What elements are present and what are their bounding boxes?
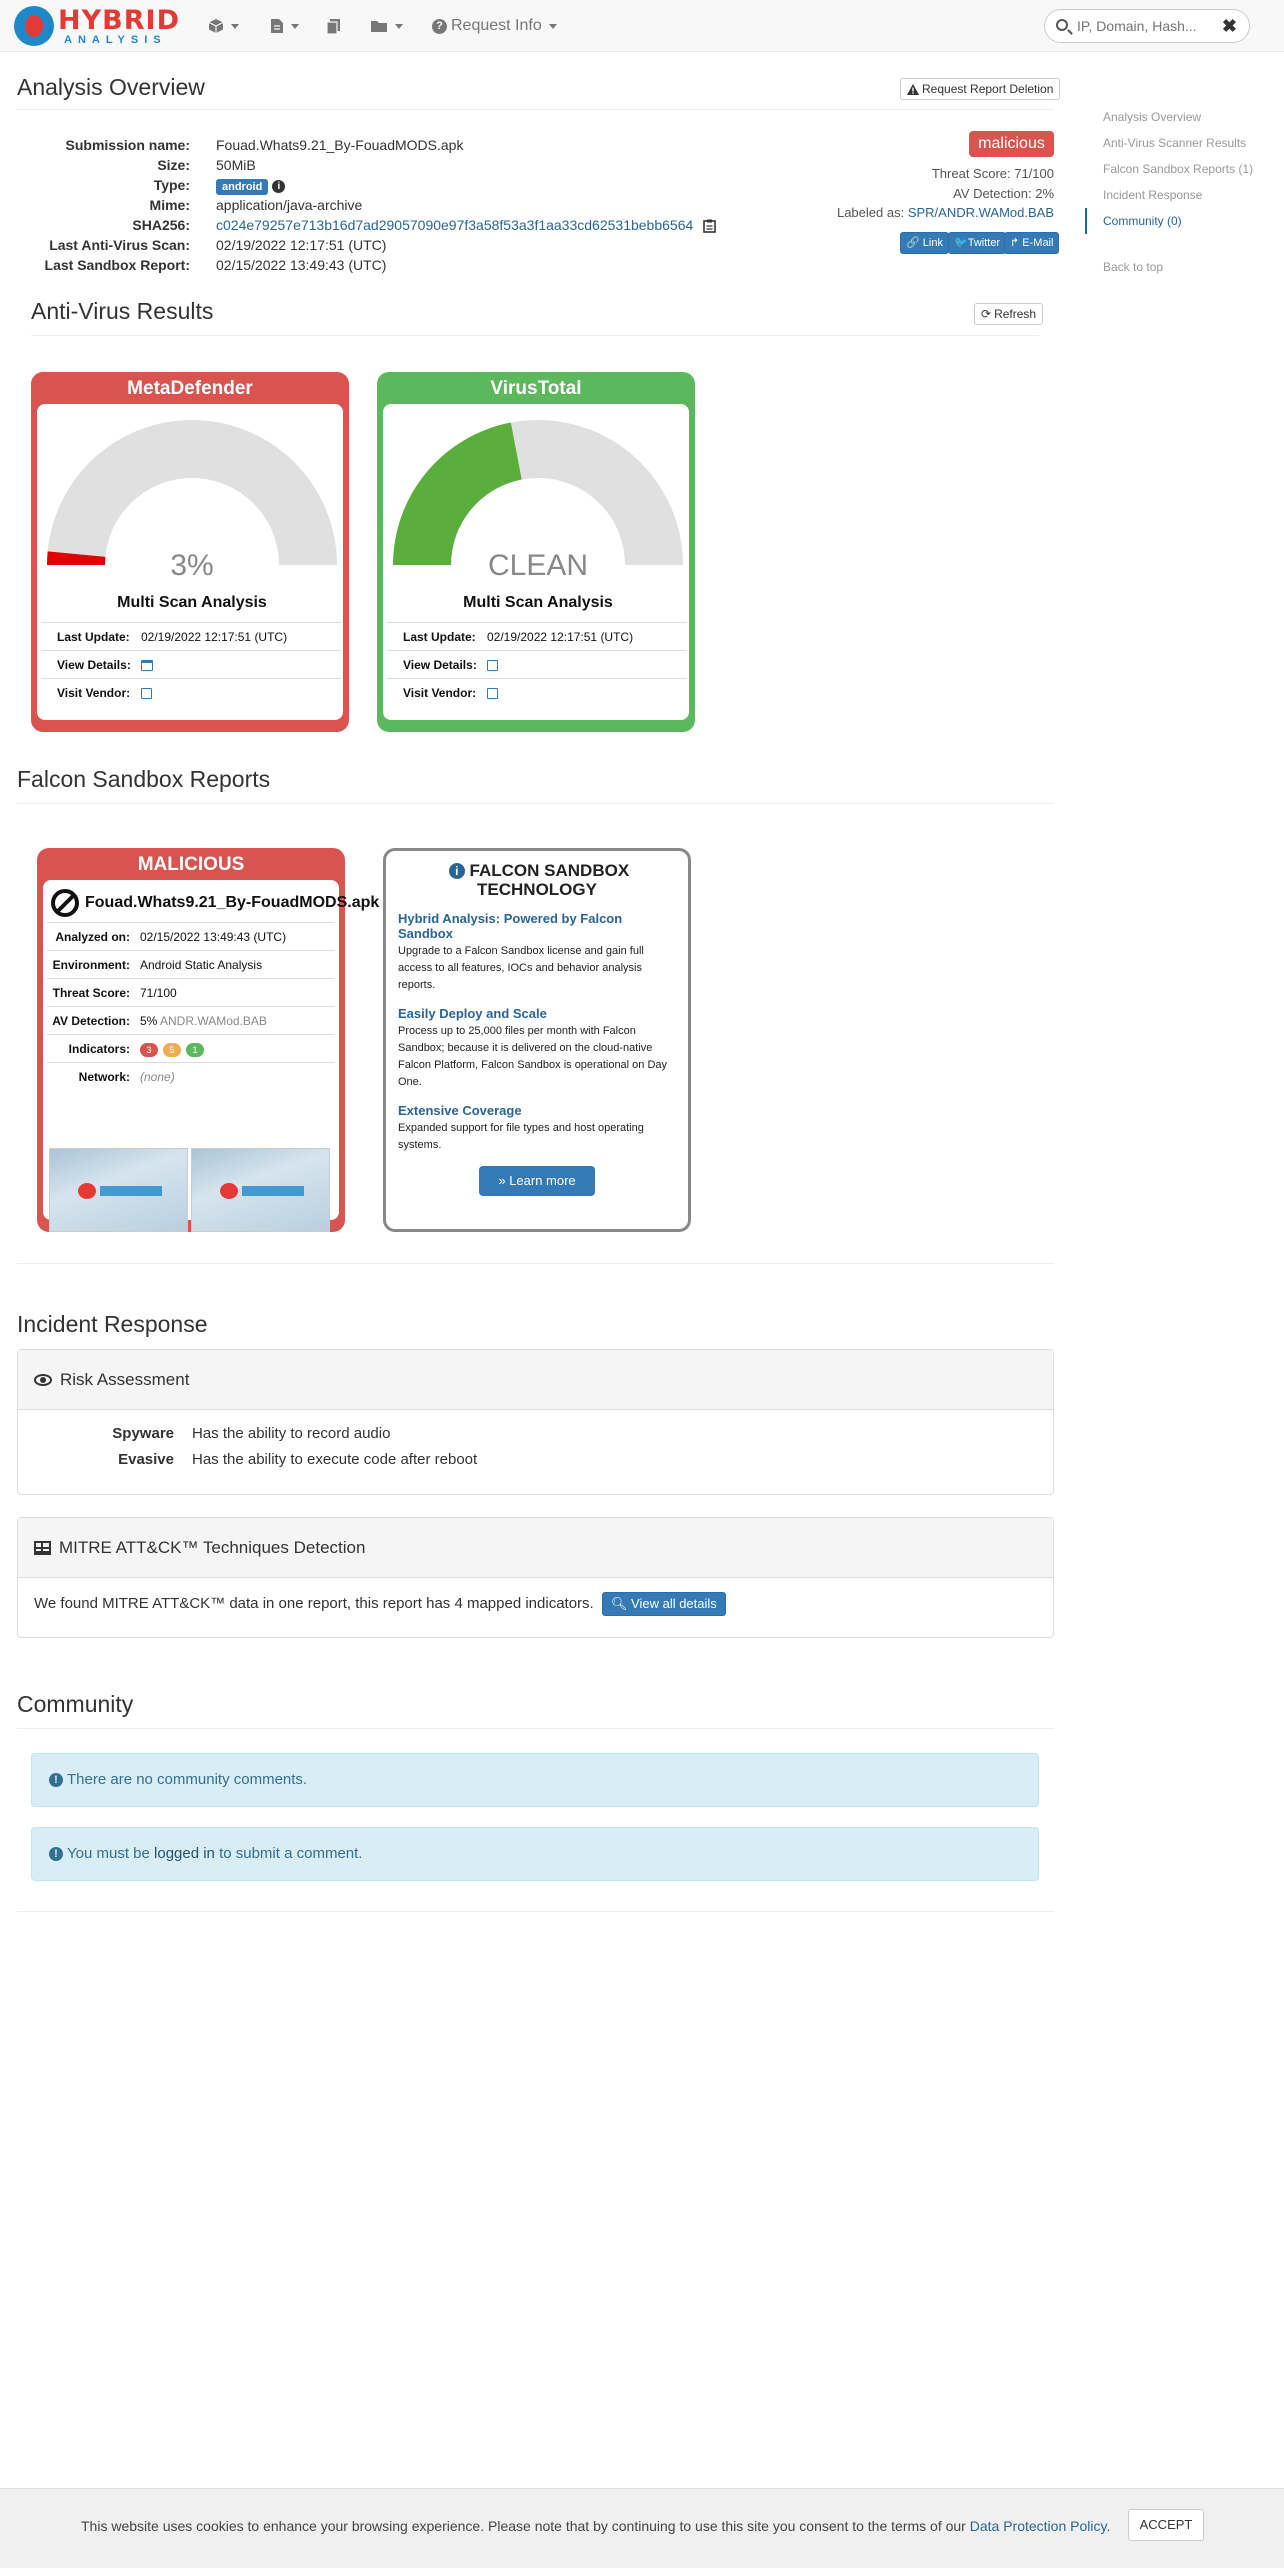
divider (17, 803, 1054, 804)
type-label: Type: (153, 177, 190, 193)
type-value (216, 175, 285, 197)
av-card-body (37, 404, 343, 720)
network-value: (none) (140, 1070, 175, 1084)
side-navigation (1085, 104, 1265, 280)
gauge-track (47, 420, 337, 565)
sidenav-community[interactable]: Community (0) (1085, 208, 1265, 234)
report-row (47, 1062, 335, 1090)
risk-category: Spyware (112, 1425, 174, 1442)
visit-vendor-row (41, 678, 341, 706)
last-update-value: 02/19/2022 12:17:51 (UTC) (487, 630, 634, 644)
verdict-badge: malicious (969, 131, 1054, 157)
question-circle-icon: ? (432, 19, 447, 34)
screenshot-thumbnail[interactable] (49, 1148, 188, 1232)
report-verdict: MALICIOUS (137, 854, 245, 875)
request-report-deletion-label: Request Report Deletion (922, 82, 1054, 96)
refresh-label: Refresh (994, 307, 1037, 321)
eye-icon (34, 1374, 52, 1386)
report-row (47, 950, 335, 978)
report-row (47, 1034, 335, 1062)
analyzed-on-label: Analyzed on: (55, 930, 130, 944)
mitre-summary (34, 1592, 726, 1616)
nav-dropdown-cube[interactable] (208, 14, 239, 38)
overview-row (0, 215, 900, 235)
double-chevron-right-icon: » (498, 1173, 506, 1188)
file-icon (270, 18, 284, 34)
last-update-value: 02/19/2022 12:17:51 (UTC) (141, 630, 288, 644)
risk-assessment-heading (18, 1350, 1053, 1410)
community-title: Community (17, 1691, 134, 1717)
external-link-icon[interactable] (487, 688, 498, 699)
divider (17, 1728, 1054, 1729)
cookie-text (81, 2518, 1110, 2534)
analyzed-on-value: 02/15/2022 13:49:43 (UTC) (140, 930, 287, 944)
mitre-heading (18, 1518, 1053, 1578)
report-row (47, 922, 335, 950)
cookie-consent-bar (0, 2488, 1284, 2568)
gauge-value-text: 3% (170, 549, 214, 582)
av-results-title: Anti-Virus Results (31, 298, 214, 324)
report-row (47, 1006, 335, 1034)
copy-clipboard-icon[interactable] (703, 219, 716, 233)
indicators-label: Indicators: (68, 1042, 130, 1056)
no-comments-text: There are no community comments. (67, 1771, 308, 1788)
risk-description: Has the ability to execute code after reboot (192, 1451, 478, 1468)
av-detection-pct: 5% (140, 1014, 158, 1028)
no-comments-alert (31, 1753, 1039, 1807)
av-card-virustotal (377, 372, 695, 732)
tech-heading-2: Easily Deploy and Scale (398, 1006, 547, 1021)
last-av-scan-label: Last Anti-Virus Scan: (49, 237, 190, 253)
overview-row (0, 135, 900, 155)
labeled-as (837, 205, 1054, 220)
av-vendor-name: MetaDefender (127, 378, 253, 399)
risk-assessment-label: Risk Assessment (60, 1369, 190, 1389)
mitre-heading-label: MITRE ATT&CK™ Techniques Detection (59, 1537, 366, 1557)
falcon-reports-title: Falcon Sandbox Reports (17, 766, 271, 792)
nav-dropdown-folder[interactable] (370, 14, 403, 38)
tech-text-3: Expanded support for file types and host operating systems. (398, 1122, 644, 1151)
mime-label: Mime: (149, 197, 190, 213)
logo-text: HYBRID (58, 5, 180, 36)
exclamation-circle-icon: ! (49, 1773, 63, 1787)
nav-files-button[interactable] (326, 14, 342, 38)
tech-heading-3: Extensive Coverage (398, 1103, 522, 1118)
threat-score-label: Threat Score: (52, 986, 130, 1000)
refresh-button[interactable] (974, 303, 1043, 325)
folder-icon (370, 18, 388, 34)
overview-row (0, 175, 900, 195)
risk-category: Evasive (118, 1451, 174, 1468)
nav-dropdown-file[interactable] (270, 14, 299, 38)
labeled-as-link[interactable]: SPR/ANDR.WAMod.BAB (907, 205, 1054, 220)
sidenav-analysis-overview[interactable]: Analysis Overview (1103, 110, 1202, 124)
risk-description: Has the ability to record audio (192, 1425, 391, 1442)
divider (17, 1911, 1054, 1912)
falcon-technology-card (383, 848, 691, 1232)
share-email-button[interactable] (1004, 232, 1059, 254)
login-link[interactable]: logged in (154, 1845, 215, 1862)
top-navbar (0, 0, 1284, 52)
last-sandbox-report-label: Last Sandbox Report: (44, 257, 190, 273)
sha256-link[interactable]: c024e79257e713b16d7ad29057090e97f3a58f53a3f1aa33cd62531bebb6564 (216, 217, 694, 233)
analysis-overview-title: Analysis Overview (17, 74, 205, 100)
view-details-row (41, 650, 341, 678)
submission-name-label: Submission name: (65, 137, 190, 153)
logo-subtext: ANALYSIS (64, 34, 167, 46)
falcon-report-card[interactable] (37, 848, 380, 1232)
last-update-label: Last Update: (57, 630, 130, 644)
twitter-icon: 🐦 (954, 237, 968, 249)
overview-row (0, 195, 900, 215)
divider (17, 1263, 1054, 1264)
last-sandbox-report-value: 02/15/2022 13:49:43 (UTC) (216, 257, 387, 273)
sha256-value (216, 215, 716, 235)
gauge-fill (393, 423, 522, 565)
hybrid-analysis-logo[interactable] (14, 4, 184, 48)
learn-more-button[interactable] (479, 1166, 595, 1196)
screenshot-thumbnail[interactable] (191, 1148, 330, 1232)
android-type-badge: android (216, 179, 268, 195)
chevron-down-icon (395, 24, 403, 29)
view-details-row (387, 650, 687, 678)
av-vendor-name: VirusTotal (490, 378, 582, 399)
visit-vendor-row (387, 678, 687, 706)
last-update-row (41, 622, 341, 650)
mime-value: application/java-archive (216, 197, 363, 213)
nav-dropdown-request-info[interactable] (432, 14, 557, 38)
av-detection-name: ANDR.WAMod.BAB (160, 1014, 267, 1028)
detection-gauge (47, 420, 337, 570)
warning-icon (907, 84, 919, 95)
share-twitter-label: Twitter (967, 237, 1001, 249)
exclamation-circle-icon: ! (49, 1847, 63, 1861)
overview-row (0, 155, 900, 175)
overview-row (0, 255, 900, 275)
av-detection-label: AV Detection: (52, 1014, 130, 1028)
last-av-scan-value: 02/19/2022 12:17:51 (UTC) (216, 237, 387, 253)
cookie-message: This website uses cookies to enhance your browsing experience. Please note that by continuing to use this site you consent to the terms of our (81, 2518, 970, 2534)
info-icon[interactable]: i (272, 180, 285, 193)
divider (31, 335, 1039, 336)
search-icon (1056, 19, 1068, 31)
environment-value: Android Static Analysis (140, 958, 263, 972)
logo-icon (14, 6, 54, 46)
report-row (47, 978, 335, 1006)
data-protection-policy-link[interactable]: Data Protection Policy (969, 2518, 1107, 2534)
report-filename: Fouad.Whats9.21_By-FouadMODS.apk (85, 894, 380, 911)
share-link-label: Link (922, 237, 943, 249)
accept-cookies-button[interactable]: ACCEPT (1128, 2509, 1204, 2541)
copy-files-icon (326, 18, 342, 34)
size-label: Size: (157, 157, 190, 173)
login-prefix-text: You must be (67, 1845, 155, 1862)
last-update-row (387, 622, 687, 650)
search-input[interactable] (1077, 16, 1217, 36)
report-file-title[interactable] (51, 888, 380, 918)
divider (17, 109, 1054, 110)
tech-heading-1: Hybrid Analysis: Powered by Falcon Sandbox (398, 911, 623, 941)
cube-icon (208, 18, 224, 34)
risk-assessment-panel (17, 1349, 1054, 1495)
av-card-body (383, 404, 689, 720)
sha256-label: SHA256: (132, 217, 190, 233)
chevron-down-icon (231, 24, 239, 29)
multi-scan-label: Multi Scan Analysis (117, 594, 267, 611)
size-value: 50MiB (216, 157, 256, 173)
cookie-suffix: . (1106, 2518, 1111, 2534)
last-update-label: Last Update: (403, 630, 476, 644)
visit-vendor-label: Visit Vendor: (403, 686, 477, 700)
threat-score-text: Threat Score: 71/100 (931, 166, 1054, 181)
suspicious-indicator-count: 5 (163, 1043, 181, 1057)
sidenav-incident-response[interactable]: Incident Response (1103, 188, 1203, 202)
report-card-body (43, 880, 380, 1220)
learn-more-label: Learn more (509, 1173, 576, 1188)
request-info-label: Request Info (451, 17, 542, 34)
share-twitter-button[interactable] (948, 232, 1006, 254)
external-link-icon[interactable] (141, 688, 152, 699)
environment-label: Environment: (52, 958, 130, 972)
sidenav-falcon-reports[interactable]: Falcon Sandbox Reports (1) (1103, 162, 1254, 176)
view-details-label: View Details: (403, 658, 477, 672)
tech-text-2: Process up to 25,000 files per month with Falcon Sandbox; because it is delivered on the cloud-native Falcon Platform, Falcon Sandbox is operational on Day One. (398, 1025, 668, 1088)
av-card-metadefender (31, 372, 349, 732)
detection-gauge (393, 420, 683, 570)
sidenav-av-results[interactable]: Anti-Virus Scanner Results (1103, 136, 1247, 150)
chevron-down-icon (291, 24, 299, 29)
view-all-details-label: View all details (631, 1596, 717, 1611)
login-suffix-text: to submit a comment. (214, 1845, 363, 1862)
calendar-icon[interactable] (141, 660, 153, 671)
view-details-label: View Details: (57, 658, 131, 672)
incident-response-title: Incident Response (17, 1311, 208, 1337)
submission-name-value: Fouad.Whats9.21_By-FouadMODS.apk (216, 137, 464, 153)
share-icon: ↱ (1010, 237, 1020, 249)
search-box (1044, 9, 1250, 43)
request-report-deletion-button[interactable] (900, 78, 1060, 100)
share-link-button[interactable]: 🔗 Link (900, 232, 949, 254)
malicious-indicator-count: 3 (140, 1043, 158, 1057)
share-email-label: E-Mail (1022, 237, 1054, 249)
info-icon: i (449, 863, 465, 879)
mitre-summary-text: We found MITRE ATT&CK™ data in one report, this report has 4 mapped indicators. (34, 1594, 594, 1612)
tech-text-1: Upgrade to a Falcon Sandbox license and gain full access to all features, IOCs and behavior analysis reports. (398, 945, 644, 991)
mitre-panel (17, 1517, 1054, 1638)
clear-search-icon[interactable]: ✖ (1221, 16, 1237, 36)
table-icon (34, 1541, 51, 1555)
multi-scan-label: Multi Scan Analysis (463, 594, 613, 611)
external-link-icon[interactable] (487, 660, 498, 671)
refresh-icon: ⟳ (981, 307, 992, 321)
tech-title-text: FALCON SANDBOX TECHNOLOGY (469, 861, 630, 899)
threat-score-value: 71/100 (140, 986, 177, 1000)
informative-indicator-count: 1 (186, 1043, 204, 1057)
gauge-value-text: CLEAN (487, 549, 589, 582)
tech-title (398, 861, 676, 899)
labeled-as-prefix: Labeled as: (836, 205, 905, 220)
overview-row (0, 235, 900, 255)
view-all-details-button[interactable] (602, 1592, 726, 1616)
chevron-down-icon (549, 24, 557, 29)
visit-vendor-label: Visit Vendor: (57, 686, 131, 700)
av-detection-text: AV Detection: 2% (953, 186, 1054, 201)
ban-icon (51, 889, 79, 917)
network-label: Network: (78, 1070, 130, 1084)
back-to-top-link[interactable]: Back to top (1103, 260, 1164, 274)
login-required-alert (31, 1827, 1039, 1881)
search-icon: 🔍︎ (610, 1596, 628, 1611)
